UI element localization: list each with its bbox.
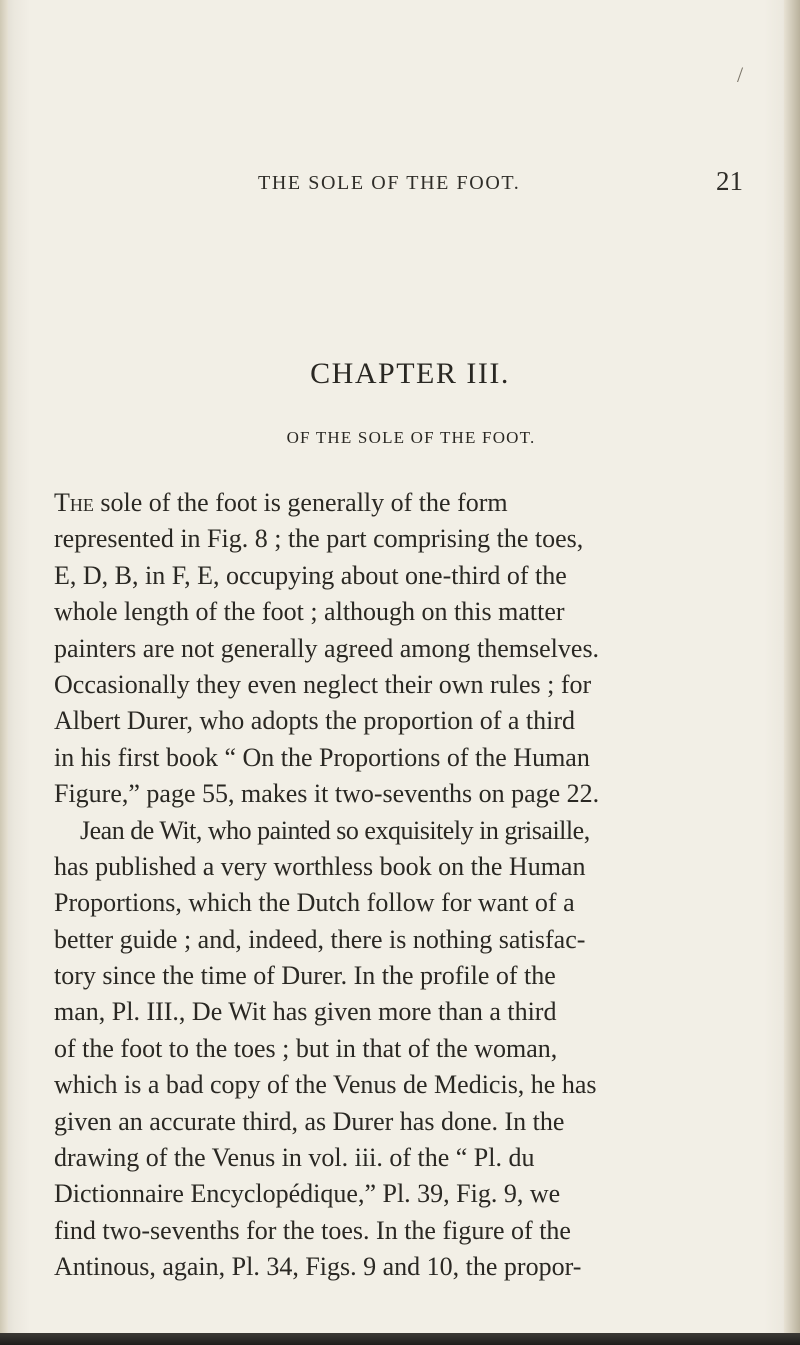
- text-line: E, D, B, in F, E, occupying about one-third of the: [54, 560, 567, 590]
- body-paragraph: [54, 485, 782, 1286]
- text-line: man, Pl. III., De Wit has given more than a third: [54, 997, 557, 1027]
- text-line: which is a bad copy of the Venus de Medicis, he has: [54, 1070, 597, 1100]
- text-line: Antinous, again, Pl. 34, Figs. 9 and 10, the propor-: [54, 1252, 582, 1282]
- text-line: has published a very worthless book on the Human: [54, 851, 586, 881]
- text-line: represented in Fig. 8 ; the part comprising the toes,: [54, 524, 584, 554]
- page-number: 21: [716, 166, 743, 196]
- text-line: find two-sevenths for the toes. In the figure of the: [54, 1215, 571, 1245]
- page-edge-shadow: [784, 0, 800, 1345]
- chapter-subtitle: OF THE SOLE OF THE FOOT.: [286, 428, 536, 447]
- text-line: The sole of the foot is generally of the form: [54, 488, 508, 517]
- text-line: Occasionally they even neglect their own rules ; for: [54, 669, 592, 699]
- running-head: THE SOLE OF THE FOOT.: [258, 172, 521, 194]
- stray-pencil-mark: /: [737, 62, 744, 87]
- text-line: Albert Durer, who adopts the proportion of a third: [54, 706, 576, 736]
- text-line: given an accurate third, as Durer has done. In the: [54, 1106, 565, 1136]
- text-line: drawing of the Venus in vol. iii. of the “ Pl. du: [54, 1143, 535, 1173]
- page-bottom-shadow: [0, 1333, 800, 1345]
- text-line: whole length of the foot ; although on this matter: [54, 597, 565, 627]
- chapter-title: CHAPTER III.: [310, 357, 510, 390]
- text-line: better guide ; and, indeed, there is nothing satisfac-: [54, 924, 586, 954]
- text-line: in his first book “ On the Proportions of the Human: [54, 742, 590, 772]
- text-line: Proportions, which the Dutch follow for want of a: [54, 888, 575, 918]
- text-line: Jean de Wit, who painted so exquisitely in grisaille,: [80, 815, 590, 845]
- page-gutter-shadow: [0, 0, 8, 1345]
- text-line: Dictionnaire Encyclopédique,” Pl. 39, Fig. 9, we: [54, 1179, 561, 1209]
- text-line: tory since the time of Durer. In the profile of the: [54, 961, 556, 991]
- text-line: painters are not generally agreed among themselves.: [54, 633, 600, 663]
- text-line: Figure,” page 55, makes it two-sevenths on page 22.: [54, 779, 600, 809]
- text-line: of the foot to the toes ; but in that of the woman,: [54, 1033, 558, 1063]
